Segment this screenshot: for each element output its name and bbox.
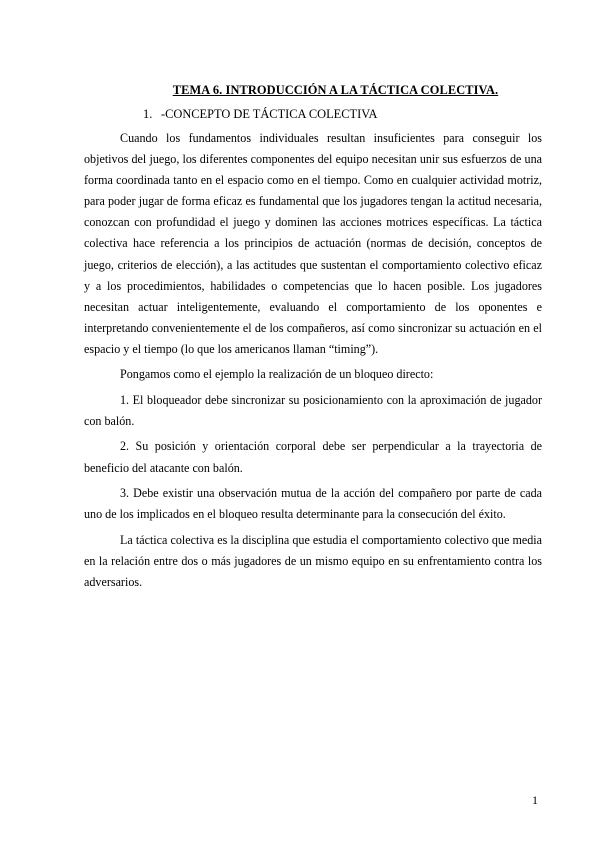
section-number: 1. xyxy=(143,107,153,121)
section-heading-text: -CONCEPTO DE TÁCTICA COLECTIVA xyxy=(161,107,378,121)
page-number: 1 xyxy=(532,793,538,807)
paragraph-definition: La táctica colectiva es la disciplina que estudia el comportamiento colectivo que media en la relación entre dos o más jugadores de un mismo equipo en su enfrentamiento contra los adversarios. xyxy=(84,532,542,589)
body-content xyxy=(84,128,542,597)
paragraph-point-3: 3. Debe existir una observación mutua de la acción del compañero por parte de cada uno de los implicados en el bloqueo resulta determinante para la consecución del éxito. xyxy=(84,486,542,522)
paragraph-point-1: 1. El bloqueador debe sincronizar su posicionamiento con la aproximación de jugador con balón. xyxy=(84,392,542,428)
section-heading xyxy=(143,106,378,122)
paragraph-intro: Cuando los fundamentos individuales resultan insuficientes para conseguir los objetivos del juego, los diferentes componentes del equipo necesitan unir sus esfuerzos de una forma coordinada tanto en el espacio como en el tiempo. Como en cualquier actividad motriz, para poder jugar de forma eficaz es fundamental que los jugadores tengan la actitud necesaria, conozcan con profundidad el juego y dominen las acciones motrices específicas. La táctica colectiva hace referencia a los principios de actuación (normas de decisión, conceptos de juego, criterios de elección), a las actitudes que sustentan el comportamiento colectivo eficaz y a los procedimientos, habilidades o competencias que lo hacen posible. Los jugadores necesitan actuar inteligentemente, evaluando el comportamiento de los oponentes e interpretando convenientemente el de los compañeros, así como sincronizar su actuación en el espacio y el tiempo (lo que los americanos llaman “timing”). xyxy=(84,131,542,356)
paragraph-example-lead: Pongamos como el ejemplo la realización de un bloqueo directo: xyxy=(120,367,434,382)
paragraph-point-2: 2. Su posición y orientación corporal debe ser perpendicular a la trayectoria de beneficio del atacante con balón. xyxy=(84,439,542,475)
document-title: TEMA 6. INTRODUCCIÓN A LA TÁCTICA COLECTIVA. xyxy=(172,83,499,97)
